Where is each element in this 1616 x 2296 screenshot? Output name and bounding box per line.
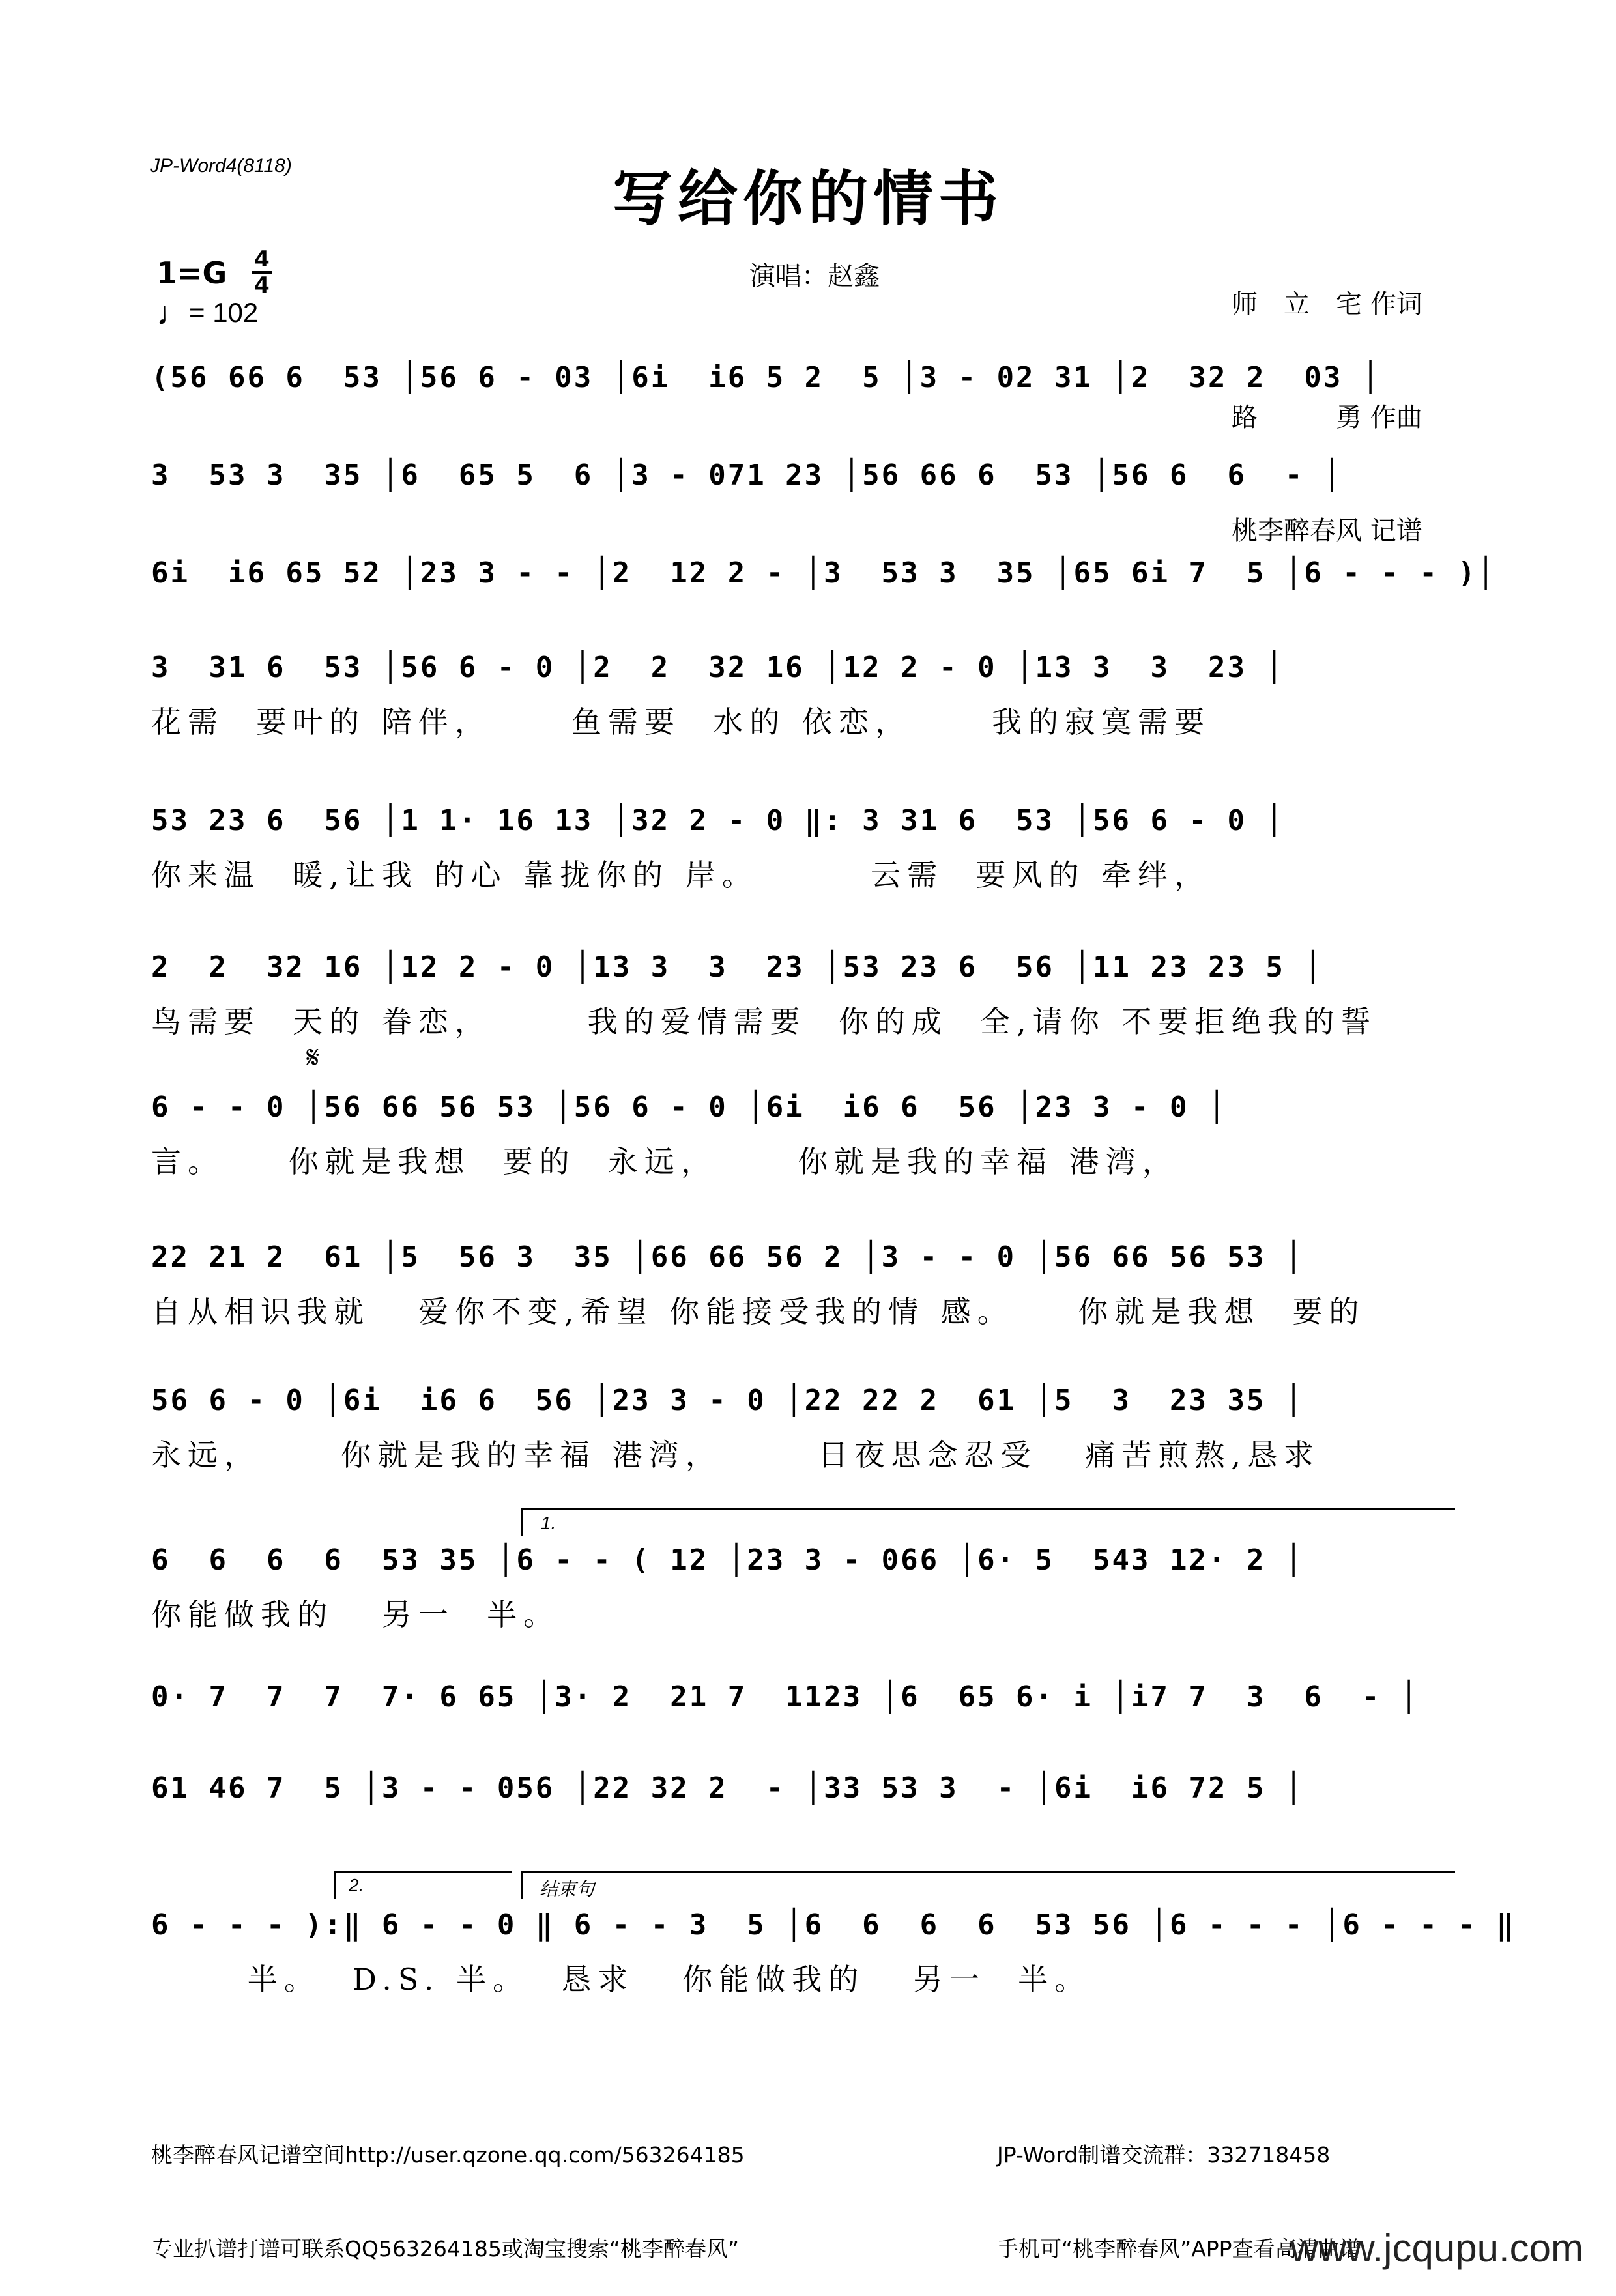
notation-line: 3 53 3 35 │6 65 5 6 │3 - 071 23 │56 66 6 53 │56 6 6 - │ [151,459,1343,492]
first-ending-bracket [521,1508,1455,1536]
score-row-7 [151,1085,1458,1222]
lyric-line: 你来温 暖,让我 的心 靠拢你的 岸。 云需 要风的 牵绊， [151,857,1211,893]
footer-left [151,2077,745,2296]
footer-right-line2: 手机可“桃李醉春风”APP查看高清曲谱 [997,2236,1361,2261]
lyric-line: 半。 D.S. 半。 恳求 你能做我的 另一 半。 [151,1962,1091,1997]
second-ending-label: 2. [349,1875,364,1895]
notation-line: 56 6 - 0 │6i i6 6 56 │23 3 - 0 │22 22 2 61 │5 3 23 35 │ [151,1384,1305,1417]
segno-icon: 𝄋 [306,1039,320,1076]
transcriber-credit: 桃李醉春风 记谱 [1232,516,1422,546]
notation-line: 6 - - 0 │56 66 56 53 │56 6 - 0 │6i i6 6 56 │23 3 - 0 │ [151,1091,1228,1124]
notation-line: 0· 7 7 7 7· 6 65 │3· 2 21 7 1123 │6 65 6· i │i7 7 3 6 - │ [151,1680,1420,1714]
time-signature-top: 4 [254,246,270,272]
score-row-5 [151,798,1458,935]
notation-line: 2 2 32 16 │12 2 - 0 │13 3 3 23 │53 23 6 56 │11 23 23 5 │ [151,951,1323,984]
lyric-line: 你能做我的 另一 半。 [151,1597,560,1632]
tempo-value: = 102 [189,297,259,328]
lyric-line: 花需 要叶的 陪伴， 鱼需要 水的 依恋， 我的寂寞需要 [151,704,1211,739]
footer-right-line1: JP-Word制谱交流群：332718458 [997,2142,1331,2168]
time-signature-bottom: 4 [254,272,270,298]
footer-left-line1: 桃李醉春风记谱空间http://user.qzone.qq.com/563264185 [151,2142,745,2168]
lyric-line: 言。 你就是我想 要的 永远， 你就是我的幸福 港湾， [151,1144,1179,1179]
ending-phrase-label: 结束句 [540,1879,595,1899]
time-signature [250,248,274,297]
score-row-8 [151,1235,1458,1371]
score-row-9 [151,1378,1458,1515]
watermark: www.jcqupu.com [1290,2226,1583,2270]
song-title: 写给你的情书 [612,164,1003,234]
score-row-4 [151,645,1458,782]
score-row-6 [151,945,1458,1082]
notation-line: 6 6 6 6 53 35 │6 - - ( 12 │23 3 - 066 │6· 5 543 12· 2 │ [151,1543,1305,1577]
software-label: JP-Word4(8118) [150,155,292,177]
tempo-marking [156,295,259,332]
notation-line: (56 66 6 53 │56 6 - 03 │6i i6 5 2 5 │3 - 02 31 │2 32 2 03 │ [151,361,1381,394]
lyric-line: 鸟需要 天的 眷恋， 我的爱情需要 你的成 全,请你 不要拒绝我的誓 [151,1004,1378,1039]
notation-line: 61 46 7 5 │3 - - 056 │22 32 2 - │33 53 3 - │6i i6 72 5 │ [151,1772,1305,1805]
score-row-13 [151,1902,1516,2039]
quarter-note-icon: ♩ [156,295,189,332]
first-ending-label: 1. [541,1513,556,1533]
key-signature: 1=G [156,255,227,291]
lyric-line: 永远， 你就是我的幸福 港湾， 日夜思念忍受 痛苦煎熬,恳求 [151,1437,1320,1472]
composer-credit: 路 勇 作曲 [1232,403,1422,433]
notation-line: 6i i6 65 52 │23 3 - - │2 12 2 - │3 53 3 35 │65 6i 7 5 │6 - - - )│ [151,556,1497,590]
notation-line: 6 - - - ):‖ 6 - - 0 ‖ 6 - - 3 5 │6 6 6 6 53 56 │6 - - - │6 - - - ‖ [151,1908,1516,1942]
singer-credit: 演唱：赵鑫 [749,261,880,291]
lyric-line: 自从相识我就 爱你不变,希望 你能接受我的情 感。 你就是我想 要的 [151,1294,1366,1329]
score-row-10 [151,1538,1458,1674]
notation-line: 3 31 6 53 │56 6 - 0 │2 2 32 16 │12 2 - 0 │13 3 3 23 │ [151,651,1285,684]
footer-left-line2: 专业扒谱打谱可联系QQ563264185或淘宝搜索“桃李醉春风” [151,2236,740,2261]
notation-line: 53 23 6 56 │1 1· 16 13 │32 2 - 0 ‖: 3 31 6 53 │56 6 - 0 │ [151,804,1285,837]
ending-phrase-bracket [521,1871,1455,1899]
notation-line: 22 21 2 61 │5 56 3 35 │66 66 56 2 │3 - - 0 │56 66 56 53 │ [151,1241,1305,1274]
lyricist-credit: 师 立 宅 作词 [1232,289,1422,319]
